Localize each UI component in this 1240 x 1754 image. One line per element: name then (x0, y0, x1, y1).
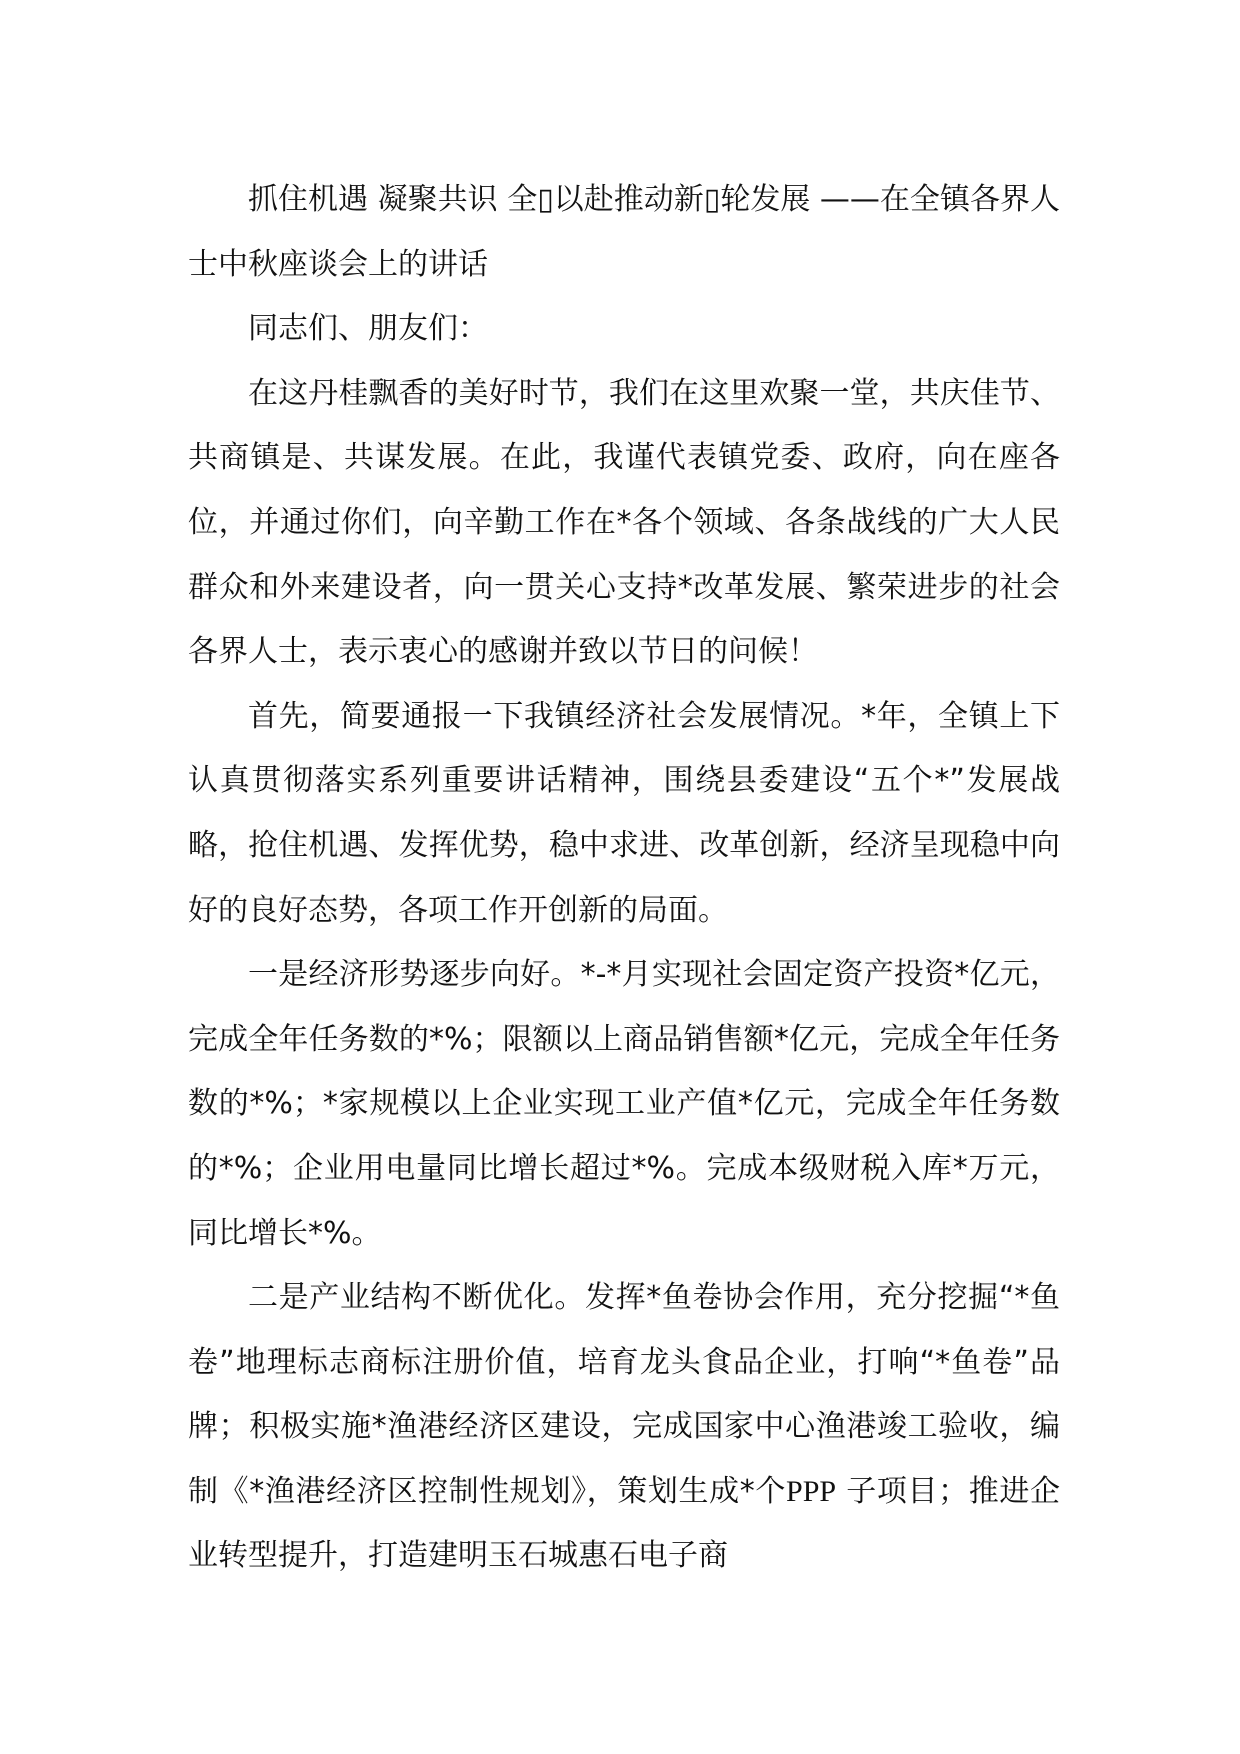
salutation: 同志们、朋友们： (248, 311, 488, 347)
paragraph-text-latin: PPP (786, 1474, 837, 1508)
body-paragraph: 首先，简要通报一下我镇经济社会发展情况。*年，全镇上下认真贯彻落实系列重要讲话精神，围绕县委建设“五个*”发展战略，抢住机遇、发挥优势，稳中求进、改革创新，经济呈现稳中向好的良好态势，各项工作开创新的局面。 (188, 698, 1060, 928)
body-paragraph: 一是经济形势逐步向好。*-*月实现社会固定资产投资*亿元，完成全年任务数的*%；限额以上商品销售额*亿元，完成全年任务数的*%；*家规模以上企业实现工业产值*亿元，完成全年任务数的*%；企业用电量同比增长超过*%。完成本级财税入库*万元，同比增长*%。 (188, 957, 1060, 1251)
document-page (188, 168, 1060, 1589)
body-paragraph-last (188, 1266, 1060, 1589)
document-title: 抓住机遇 凝聚共识 全▯以赴推动新▯轮发展 ——在全镇各界人士中秋座谈会上的讲话 (188, 182, 1060, 282)
paragraph-text: 子项目；推进企业转型提升，打造建明玉石城惠石电子商 (188, 1473, 1061, 1574)
paragraph-text: 二是产业结构不断优化。发挥*鱼卷协会作用，充分挖掘“*鱼卷”地理标志商标注册价值，培育龙头食品企业，打响“*鱼卷”品牌；积极实施*渔港经济区建设，完成国家中心渔港竣工验收，编制《*渔港经济区控制性规划》，策划生成*个 (188, 1280, 1060, 1509)
body-paragraph: 在这丹桂飘香的美好时节，我们在这里欢聚一堂，共庆佳节、共商镇是、共谋发展。在此，我谨代表镇党委、政府，向在座各位，并通过你们，向辛勤工作在*各个领域、各条战线的广大人民群众和外来建设者，向一贯关心支持*改革发展、繁荣进步的社会各界人士，表示衷心的感谢并致以节日的问候！ (188, 375, 1060, 670)
